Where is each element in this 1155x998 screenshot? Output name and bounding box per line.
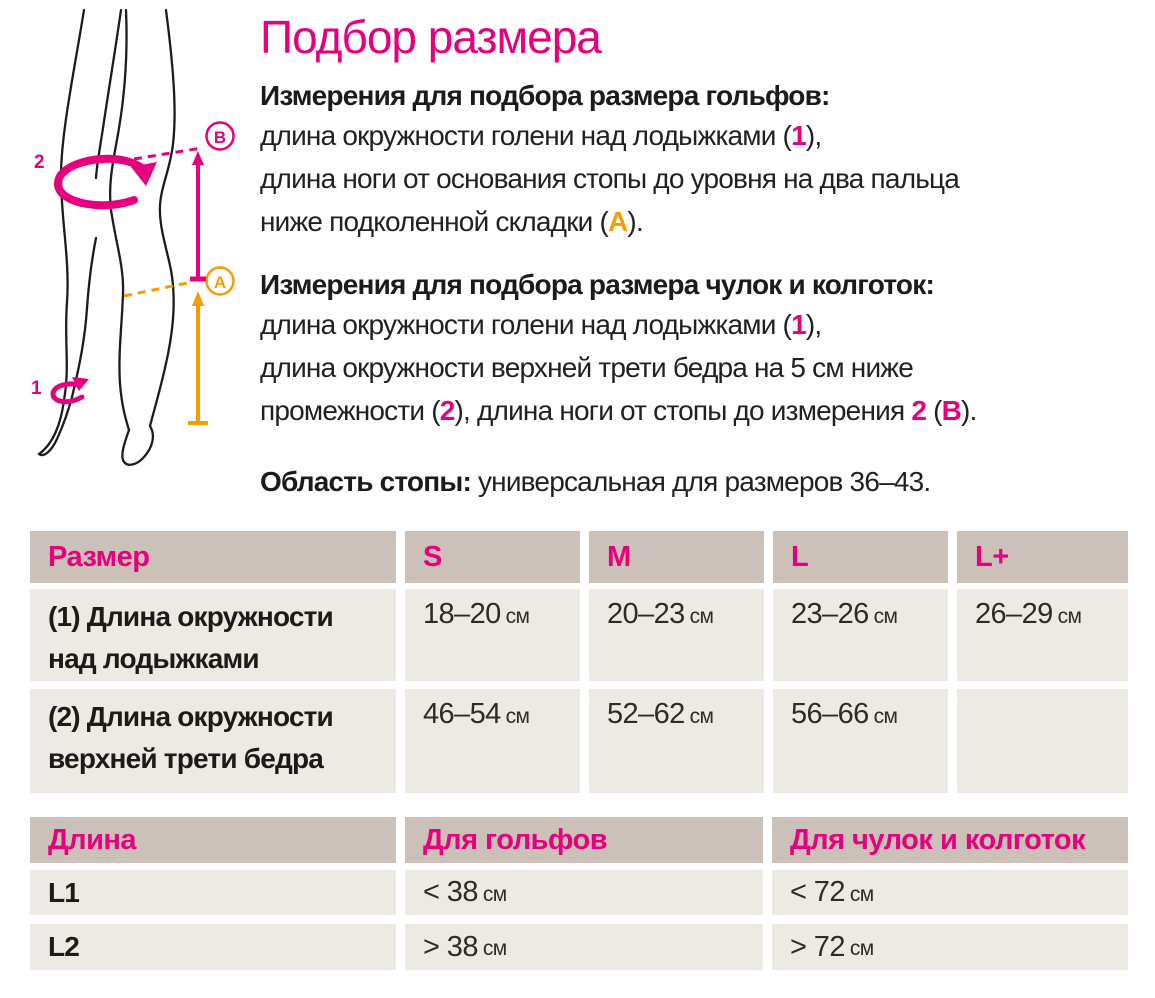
- marker-b-label: B: [213, 128, 227, 147]
- foot-area-note-text: универсальная для размеров 36–43.: [470, 466, 931, 497]
- page-title: Подбор размера: [260, 11, 601, 63]
- arrow-up-icon: [192, 151, 204, 165]
- value-unit: см: [689, 705, 714, 728]
- text-run: длина окружности верхней трети бедра на 5 см ниже: [260, 352, 914, 383]
- marker-a-label: A: [213, 273, 227, 292]
- length-table-header-cell: Длина: [30, 817, 396, 863]
- value-number: 26–29: [975, 598, 1053, 630]
- highlight-marker: 2: [439, 395, 455, 426]
- value-cell: [405, 589, 580, 681]
- text-run: ).: [627, 206, 643, 237]
- length-table-row: [30, 924, 1128, 970]
- text-run: ),: [805, 120, 822, 151]
- highlight-marker: A: [608, 206, 628, 237]
- text-run: длина окружности голени над лодыжками (: [260, 120, 792, 151]
- text-run: ), длина ноги от стопы до измерения: [454, 395, 912, 426]
- value-number: < 72: [790, 876, 845, 908]
- body-line: [260, 389, 1148, 432]
- text-run: (: [926, 395, 942, 426]
- length-table: [30, 817, 1128, 970]
- value-unit: см: [873, 705, 898, 728]
- instruction-paragraph: [260, 267, 1148, 432]
- measurement-b-group: [134, 123, 234, 280]
- body-line: [260, 157, 1148, 200]
- circumference-1-group: [31, 377, 89, 402]
- value-unit: см: [1057, 605, 1082, 628]
- value-number: > 38: [423, 930, 478, 963]
- text-run: ).: [961, 395, 977, 426]
- foot-area-note-label: Область стопы:: [260, 466, 471, 497]
- value-unit: см: [482, 882, 507, 906]
- text-run: длина окружности голени над лодыжками (: [260, 309, 792, 340]
- text-run: длина ноги от основания стопы до уровня на два пальца: [260, 163, 960, 194]
- row-label-line: верхней трети бедра: [48, 743, 324, 774]
- highlight-marker: 1: [791, 309, 806, 340]
- leg-outlines: [39, 10, 175, 465]
- length-table-header-cell: Для гольфов: [405, 817, 763, 863]
- text-run: ниже подколенной складки (: [260, 206, 608, 237]
- value-cell: [589, 689, 764, 793]
- body-line: [260, 200, 1148, 243]
- length-table-row: [30, 870, 1128, 915]
- text-run: промежности (: [260, 395, 440, 426]
- instruction-paragraph: [260, 78, 1148, 243]
- measurement-a-group: [124, 268, 234, 424]
- size-table-header-row: [30, 531, 1128, 583]
- value-number: 18–20: [423, 598, 501, 630]
- value-unit: см: [849, 937, 874, 960]
- size-table-row: [30, 689, 1128, 793]
- body-line: [260, 346, 1148, 389]
- value-cell: [405, 924, 763, 970]
- size-table: [30, 531, 1128, 793]
- value-number: > 72: [790, 930, 845, 963]
- value-cell: [405, 689, 580, 793]
- value-number: 46–54: [423, 698, 501, 730]
- row-label-cell: [30, 589, 396, 681]
- value-number: 56–66: [791, 698, 869, 730]
- foot-area-note: [260, 462, 1148, 502]
- value-unit: см: [505, 605, 530, 628]
- arrow-up-icon: [192, 291, 204, 306]
- value-number: 23–26: [791, 598, 869, 630]
- value-unit: см: [849, 882, 874, 906]
- row-label-cell: L1: [30, 870, 396, 915]
- value-unit: см: [689, 605, 714, 628]
- text-column: [260, 12, 1148, 502]
- marker-1-label: 1: [31, 378, 42, 399]
- value-cell: [773, 689, 948, 793]
- row-label-line: над лодыжками: [48, 643, 259, 674]
- size-table-header-cell: M: [589, 531, 764, 583]
- highlight-marker: B: [941, 395, 962, 426]
- leg-measurement-illustration: [8, 8, 258, 470]
- row-label-cell: [30, 689, 396, 793]
- body-line: [260, 303, 1148, 346]
- row-label-line: (2) Длина окружности: [48, 701, 333, 732]
- section-heading: Измерения для подбора размера гольфов:: [260, 80, 830, 111]
- highlight-marker: 1: [791, 120, 806, 151]
- highlight-marker: 2: [911, 395, 927, 426]
- body-line: [260, 114, 1148, 157]
- size-table-row: [30, 589, 1128, 681]
- value-cell: [773, 589, 948, 681]
- value-cell: [405, 870, 763, 915]
- length-table-header-cell: Для чулок и колготок: [772, 817, 1128, 863]
- value-cell: [589, 589, 764, 681]
- value-cell: [957, 689, 1128, 793]
- length-table-header-row: [30, 817, 1128, 863]
- measurement-instructions: [260, 78, 1148, 432]
- size-table-header-cell: L+: [957, 531, 1128, 583]
- value-number: 52–62: [607, 698, 685, 730]
- value-number: < 38: [423, 876, 478, 908]
- value-cell: [772, 924, 1128, 970]
- size-table-header-cell: S: [405, 531, 580, 583]
- value-cell: [772, 870, 1128, 915]
- value-cell: [957, 589, 1128, 681]
- text-run: ),: [805, 309, 822, 340]
- section-heading: Измерения для подбора размера чулок и колготок:: [260, 269, 934, 300]
- size-table-header-cell: L: [773, 531, 948, 583]
- value-unit: см: [505, 705, 530, 728]
- size-table-header-cell: Размер: [30, 531, 396, 583]
- value-unit: см: [873, 605, 898, 628]
- row-label-cell: L2: [30, 924, 396, 970]
- marker-2-label: 2: [34, 152, 45, 173]
- value-unit: см: [482, 937, 507, 960]
- value-number: 20–23: [607, 598, 685, 630]
- row-label-line: (1) Длина окружности: [48, 601, 333, 632]
